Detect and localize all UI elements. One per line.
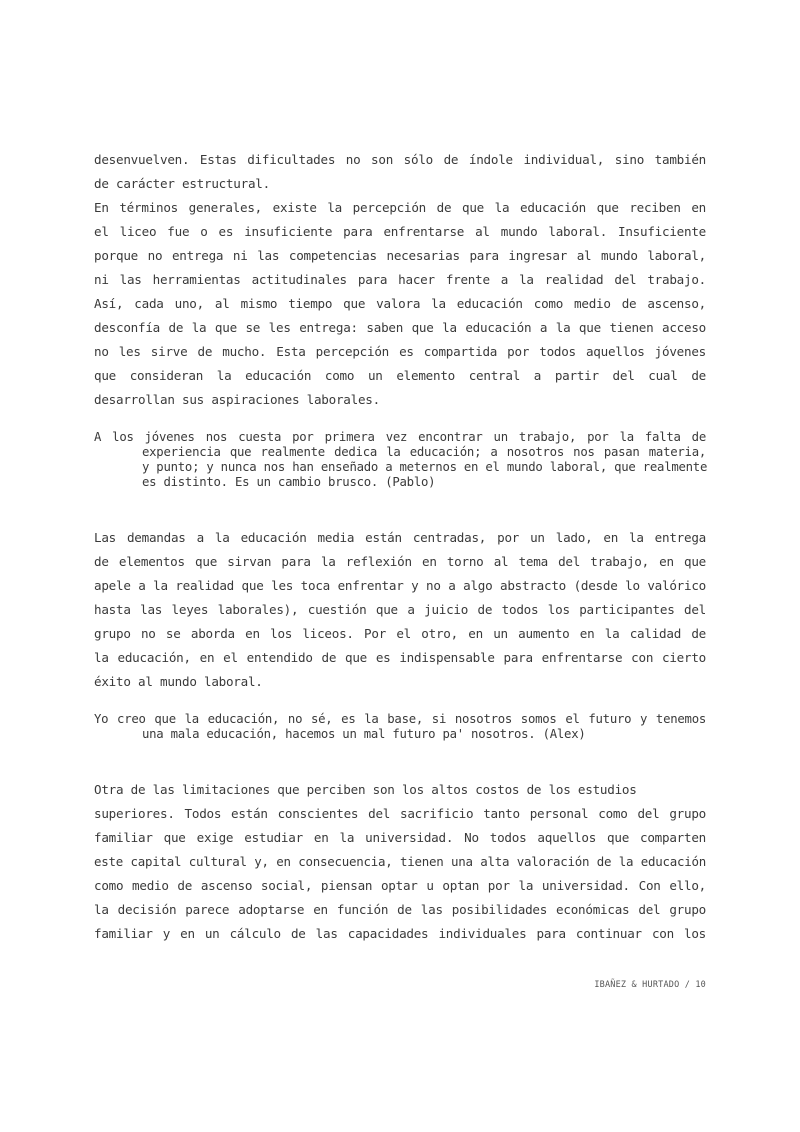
text-line: porque no entrega ni las competencias necesarias para ingresar al mundo laboral, [94,248,706,263]
text-line: hasta las leyes laborales), cuestión que a juicio de todos los participantes del [94,602,706,617]
text-line: desconfía de la que se les entrega: saben que la educación a la que tienen acceso [94,320,706,335]
text-line: Otra de las limitaciones que perciben son los altos costos de los estudios [94,782,637,797]
text-line: grupo no se aborda en los liceos. Por el otro, en un aumento en la calidad de [94,626,706,641]
text-line: desenvuelven. Estas dificultades no son sólo de índole individual, sino también [94,152,706,167]
text-line: Así, cada uno, al mismo tiempo que valora la educación como medio de ascenso, [94,296,706,311]
text-line: como medio de ascenso social, piensan optar u optan por la universidad. Con ello, [94,878,706,893]
text-line: En términos generales, existe la percepción de que la educación que reciben en [94,200,706,215]
text-line: la educación, en el entendido de que es indispensable para enfrentarse con cierto [94,650,706,665]
quote-line: es distinto. Es un cambio brusco. (Pablo) [142,475,436,489]
quote-line: y punto; y nunca nos han enseñado a meternos en el mundo laboral, que realmente [142,460,708,474]
text-line: éxito al mundo laboral. [94,674,263,689]
text-line: que consideran la educación como un elemento central a partir del cual de [94,368,706,383]
text-line: la decisión parece adoptarse en función de las posibilidades económicas del grupo [94,902,706,917]
page-footer: IBAÑEZ & HURTADO / 10 [594,980,706,990]
text-line: Las demandas a la educación media están centradas, por un lado, en la entrega [94,530,706,545]
text-line: ni las herramientas actitudinales para hacer frente a la realidad del trabajo. [94,272,706,287]
quote-line: A los jóvenes nos cuesta por primera vez encontrar un trabajo, por la falta de [94,430,706,444]
text-line: familiar que exige estudiar en la universidad. No todos aquellos que comparten [94,830,706,845]
quote-line: experiencia que realmente dedica la educación; a nosotros nos pasan materia, [142,445,706,459]
quote-line: una mala educación, hacemos un mal futuro pa' nosotros. (Alex) [142,727,586,741]
text-line: el liceo fue o es insuficiente para enfrentarse al mundo laboral. Insuficiente [94,224,706,239]
quote-line: Yo creo que la educación, no sé, es la base, si nosotros somos el futuro y tenemos [94,712,706,726]
text-line: no les sirve de mucho. Esta percepción es compartida por todos aquellos jóvenes [94,344,706,359]
text-line: apele a la realidad que les toca enfrentar y no a algo abstracto (desde lo valórico [94,578,706,593]
text-line: de carácter estructural. [94,176,270,191]
text-line: superiores. Todos están conscientes del sacrificio tanto personal como del grupo [94,806,706,821]
text-line: desarrollan sus aspiraciones laborales. [94,392,380,407]
text-line: este capital cultural y, en consecuencia, tienen una alta valoración de la educación [94,854,706,869]
text-line: de elementos que sirvan para la reflexión en torno al tema del trabajo, en que [94,554,706,569]
text-line: familiar y en un cálculo de las capacidades individuales para continuar con los [94,926,706,941]
